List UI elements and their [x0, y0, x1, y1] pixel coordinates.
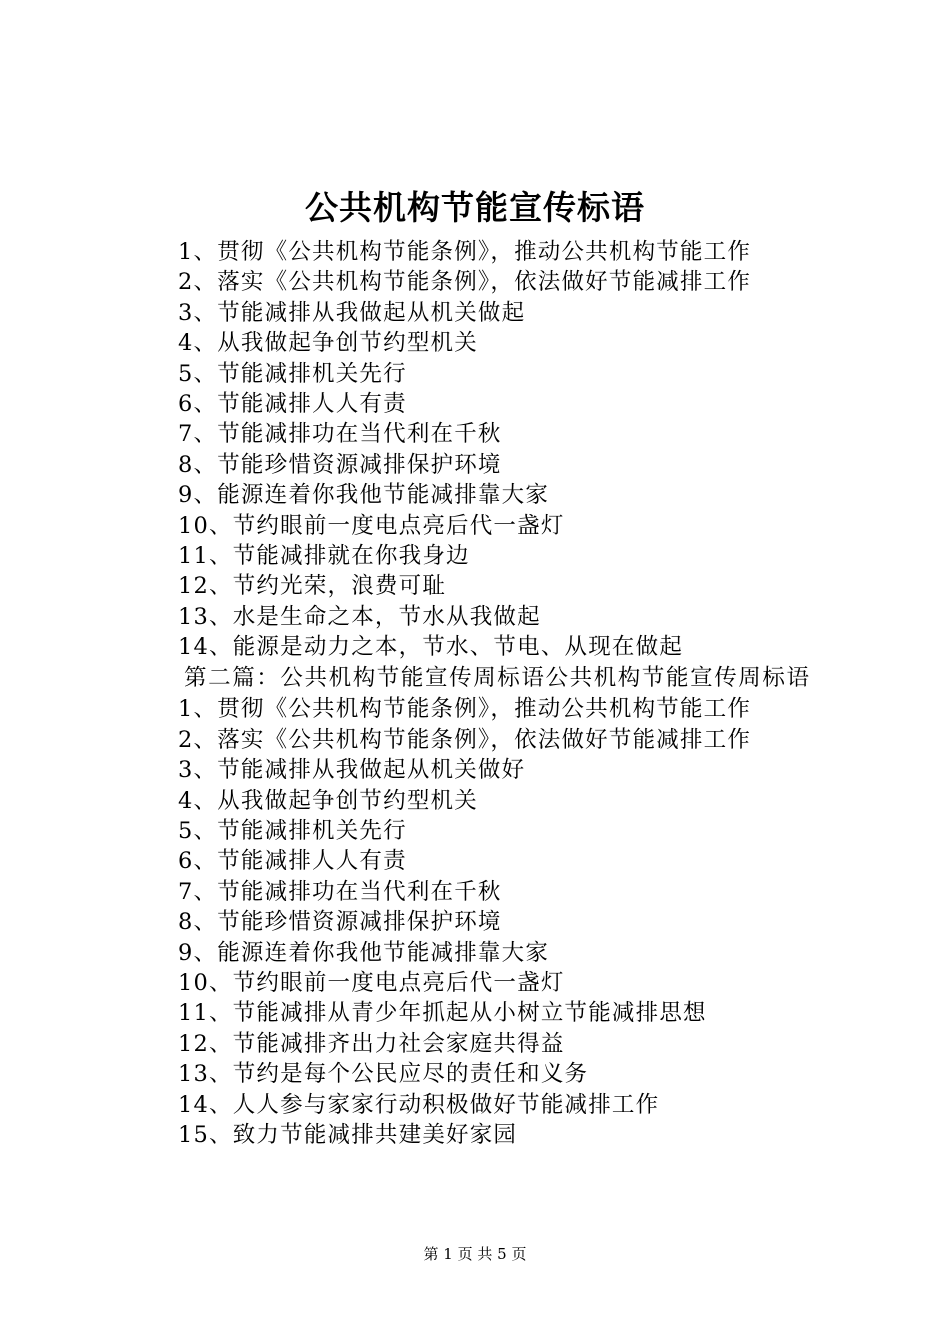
list-item: 13、水是生命之本，节水从我做起 — [178, 603, 541, 630]
list-item: 4、从我做起争创节约型机关 — [178, 787, 478, 814]
page-footer: 第 1 页 共 5 页 — [423, 1245, 527, 1263]
list-item: 1、贯彻《公共机构节能条例》，推动公共机构节能工作 — [178, 696, 752, 723]
list-item: 9、能源连着你我他节能减排靠大家 — [178, 482, 550, 509]
list-item: 5、节能减排机关先行 — [178, 818, 407, 845]
list-item: 11、节能减排从青少年抓起从小树立节能减排思想 — [178, 1000, 707, 1027]
list-item: 3、节能减排从我做起从机关做起 — [178, 299, 526, 326]
list-item: 14、能源是动力之本，节水、节电、从现在做起 — [178, 634, 684, 661]
list-item: 13、节约是每个公民应尽的责任和义务 — [178, 1061, 589, 1088]
slogan-section — [130, 237, 850, 1150]
list-item: 10、节约眼前一度电点亮后代一盏灯 — [178, 969, 565, 996]
list-item: 6、节能减排人人有责 — [178, 390, 407, 417]
list-item: 5、节能减排机关先行 — [178, 360, 407, 387]
list-item: 8、节能珍惜资源减排保护环境 — [178, 451, 502, 478]
list-item: 3、节能减排从我做起从机关做好 — [178, 757, 526, 784]
list-item: 7、节能减排功在当代利在千秋 — [178, 421, 502, 448]
list-item: 14、人人参与家家行动积极做好节能减排工作 — [178, 1091, 660, 1118]
list-item: 2、落实《公共机构节能条例》，依法做好节能减排工作 — [178, 726, 752, 753]
section-heading: 第二篇：公共机构节能宣传周标语公共机构节能宣传周标语 — [184, 665, 811, 692]
list-item: 12、节约光荣，浪费可耻 — [178, 573, 447, 600]
document-title: 公共机构节能宣传标语 — [305, 188, 645, 227]
list-item: 8、节能珍惜资源减排保护环境 — [178, 909, 502, 936]
list-item: 12、节能减排齐出力社会家庭共得益 — [178, 1030, 565, 1057]
list-item: 7、节能减排功在当代利在千秋 — [178, 878, 502, 905]
list-item: 4、从我做起争创节约型机关 — [178, 330, 478, 357]
list-item: 9、能源连着你我他节能减排靠大家 — [178, 939, 550, 966]
list-item: 10、节约眼前一度电点亮后代一盏灯 — [178, 512, 565, 539]
list-item: 1、贯彻《公共机构节能条例》，推动公共机构节能工作 — [178, 239, 752, 265]
list-item: 15、致力节能减排共建美好家园 — [178, 1121, 518, 1148]
list-item: 11、节能减排就在你我身边 — [178, 542, 470, 569]
list-item: 6、节能减排人人有责 — [178, 848, 407, 875]
list-item: 2、落实《公共机构节能条例》，依法做好节能减排工作 — [178, 269, 752, 296]
